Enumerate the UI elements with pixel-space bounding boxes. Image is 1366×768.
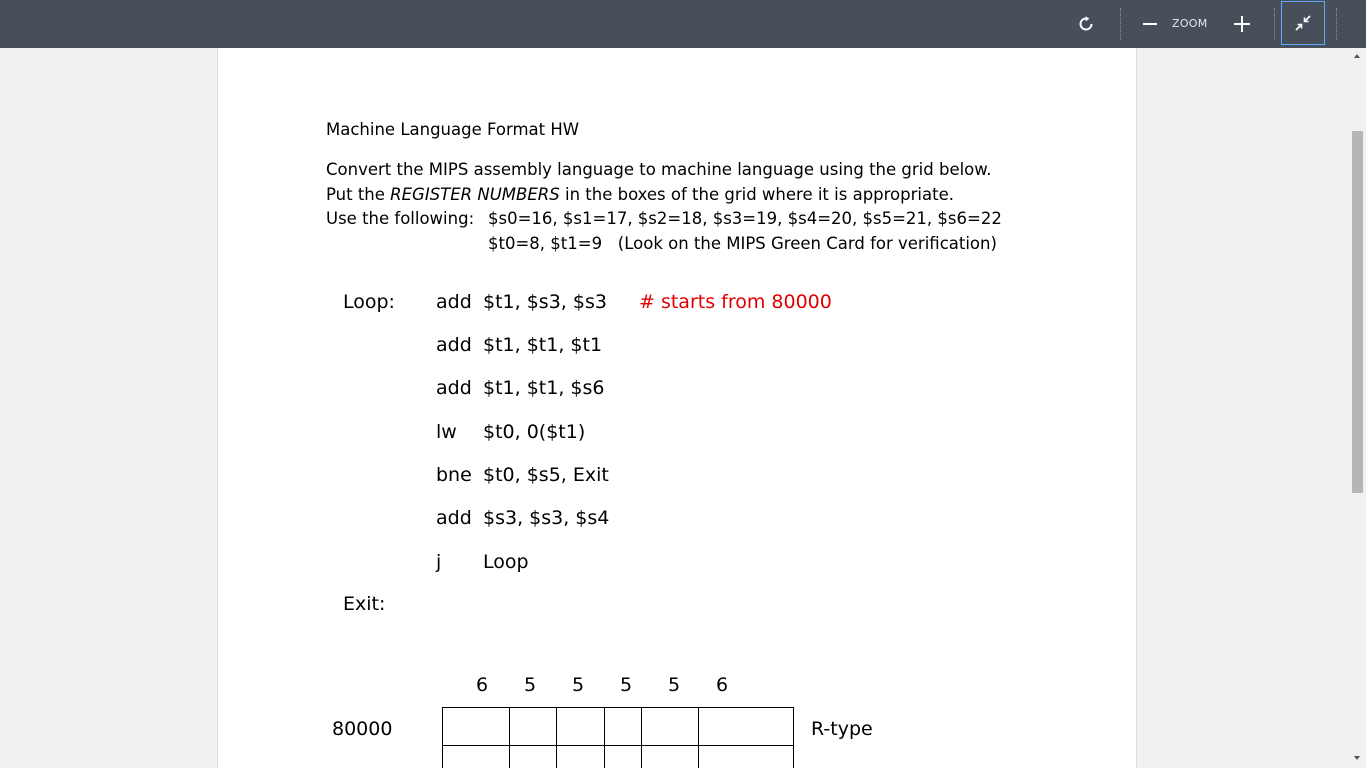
exit-label: Exit: xyxy=(343,593,386,615)
minus-icon xyxy=(1143,17,1157,31)
code-op-4: lw xyxy=(436,421,457,443)
code-args-3: $t1, $t1, $s6 xyxy=(483,377,605,399)
code-args-4: $t0, 0($t1) xyxy=(483,421,586,443)
code-args-5: $t0, $s5, Exit xyxy=(483,464,609,486)
document-page xyxy=(217,48,1137,768)
code-op-5: bne xyxy=(436,464,472,486)
grid-cell xyxy=(699,708,794,746)
collapse-icon xyxy=(1294,14,1312,32)
code-op-1: add xyxy=(436,291,472,313)
grid-cell xyxy=(605,708,642,746)
doc-title: Machine Language Format HW xyxy=(326,120,580,139)
refresh-icon xyxy=(1076,14,1096,34)
instruction-emphasis: REGISTER NUMBERS xyxy=(390,185,560,204)
field-width-1: 6 xyxy=(476,674,489,696)
instruction-line-1: Convert the MIPS assembly language to machine language using the grid below. xyxy=(326,160,992,179)
grid-cell xyxy=(642,746,699,768)
table-row xyxy=(443,746,794,768)
code-op-3: add xyxy=(436,377,472,399)
instruction-line-2-after: in the boxes of the grid where it is appropriate. xyxy=(559,185,954,204)
scroll-thumb[interactable] xyxy=(1352,131,1363,493)
field-width-2: 5 xyxy=(524,674,537,696)
grid-cell xyxy=(557,746,605,768)
grid-cell xyxy=(557,708,605,746)
code-args-2: $t1, $t1, $t1 xyxy=(483,334,603,356)
code-op-7: j xyxy=(436,551,442,573)
code-comment-1: # starts from 80000 xyxy=(639,291,832,313)
instruction-line-2-before: Put the xyxy=(326,185,391,204)
grid-cell xyxy=(510,708,557,746)
table-row xyxy=(443,708,794,746)
code-op-2: add xyxy=(436,334,472,356)
instruction-line-4-values: $t0=8, $t1=9 (Look on the MIPS Green Card for verification) xyxy=(488,234,997,253)
instruction-line-3-label: Use the following: xyxy=(326,209,475,228)
grid-cell xyxy=(443,746,510,768)
code-args-7: Loop xyxy=(483,551,529,573)
zoom-out-button[interactable] xyxy=(1138,0,1162,48)
loop-label: Loop: xyxy=(343,291,395,313)
field-width-4: 5 xyxy=(620,674,633,696)
field-width-6: 6 xyxy=(716,674,729,696)
instruction-line-2 xyxy=(326,185,954,204)
code-args-6: $s3, $s3, $s4 xyxy=(483,507,610,529)
grid-cell xyxy=(510,746,557,768)
grid-cell xyxy=(642,708,699,746)
toolbar-separator xyxy=(1274,8,1275,40)
collapse-button[interactable] xyxy=(1281,1,1325,45)
grid-row-address: 80000 xyxy=(332,718,393,740)
refresh-button[interactable] xyxy=(1068,0,1104,48)
toolbar-separator xyxy=(1120,8,1121,40)
viewer-toolbar xyxy=(0,0,1366,48)
code-op-6: add xyxy=(436,507,472,529)
toolbar-separator xyxy=(1336,8,1337,40)
code-args-1: $t1, $s3, $s3 xyxy=(483,291,607,313)
machine-code-grid xyxy=(442,707,794,768)
field-width-3: 5 xyxy=(572,674,585,696)
instruction-line-3-values: $s0=16, $s1=17, $s2=18, $s3=19, $s4=20, $s5=21, $s6=22 xyxy=(488,209,1002,228)
plus-icon xyxy=(1234,16,1250,32)
scroll-up-arrow-icon[interactable] xyxy=(1354,54,1360,58)
grid-cell xyxy=(605,746,642,768)
grid-row-type: R-type xyxy=(811,718,873,740)
field-width-5: 5 xyxy=(668,674,681,696)
zoom-label: ZOOM xyxy=(1172,17,1208,30)
instruction-line-3 xyxy=(326,209,474,228)
vertical-scrollbar[interactable] xyxy=(1349,48,1366,768)
grid-cell xyxy=(699,746,794,768)
zoom-in-button[interactable] xyxy=(1230,0,1254,48)
grid-cell xyxy=(443,708,510,746)
scroll-down-arrow-icon[interactable] xyxy=(1354,756,1360,760)
